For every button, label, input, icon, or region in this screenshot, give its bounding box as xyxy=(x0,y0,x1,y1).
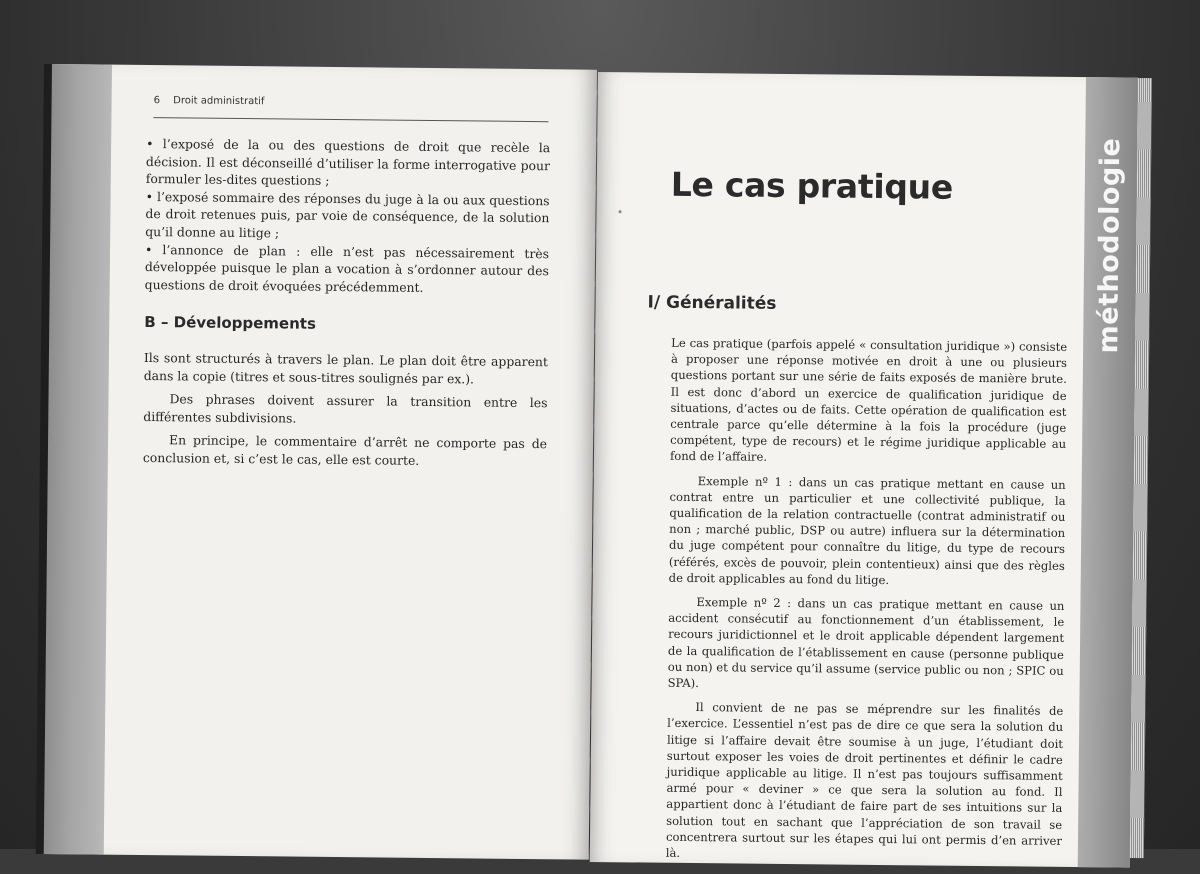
introduction-bullet-list xyxy=(145,135,551,298)
bullet-item: • l’annonce de plan : elle n’est pas nécessairement très développée puisque le plan a vocation à s’ordonner autour des questions de droit évoquées précédemment. xyxy=(144,241,550,295)
bullet-item: • l’exposé de la ou des questions de droit que recèle la décision. Il est déconseillé d’utiliser la forme interrogative pour formuler les-dites questions ; xyxy=(145,135,551,189)
chapter-title: Le cas pratique xyxy=(670,164,954,207)
thumb-tab-label: méthodologie xyxy=(1093,137,1127,354)
running-title: Droit administratif xyxy=(173,95,265,108)
body-paragraph: Le cas pratique (parfois appelé « consultation juridique ») consiste à proposer une réponse motivée en droit à une ou plusieurs questions portant sur une série de faits exposés de manière brute. Il est donc d’abord un exercice de qualification juridique de situations, d’actes ou de faits. Cette opération de qualification est centrale parce qu’elle détermine à la fois la procédure (juge compétent, type de recours) et le régime juridique applicable au fond de l’affaire. xyxy=(669,335,1068,465)
page-number: 6 xyxy=(153,95,161,107)
section-heading-generalites: I/ Généralités xyxy=(647,292,777,314)
right-page xyxy=(590,72,1138,868)
body-paragraph: Il convient de ne pas se méprendre sur les finalités de l’exercice. L’essentiel n’est pas de dire ce que sera la solution du litige si l’affaire devait être soumise à un juge, l’étudiant doit surtout exposer les voies de droit pertinentes et définir le cadre juridique applicable au litige. Il n’est pas toujours suffisamment armé pour « deviner » ce que sera la solution au fond. Il appartient donc à l’étudiant de faire part de ses intuitions sur la solution tout en sachant que l’appréciation de son travail se concentrera surtout sur les étapes qui lui ont permis d’en arriver là. xyxy=(665,700,1064,860)
example-paragraph: Exemple nº 1 : dans un cas pratique mettant en cause un contrat entre un particulier et une collectivité publique, la qualification de la relation contractuelle (contrat administratif ou non ; marché public, DSP ou autre) influera sur la détermination du juge compétent pour connaître du litige, du type de recours (référés, excès de pouvoir, plein contentieux) ainsi que des règles de droit applicables au fond du litige. xyxy=(668,473,1066,587)
section-heading-developpements: B – Développements xyxy=(144,312,317,333)
developpements-body xyxy=(143,349,548,477)
body-paragraph: Ils sont structurés à travers le plan. Le plan doit être apparent dans la copie (titres et sous-titres soulignés par ex.). xyxy=(143,349,548,387)
running-head xyxy=(153,95,548,122)
body-paragraph: Des phrases doivent assurer la transition entre les différentes subdivisions. xyxy=(143,391,548,426)
thumb-tab-strip xyxy=(1078,77,1138,868)
scan-speck xyxy=(619,210,622,213)
example-paragraph: Exemple nº 2 : dans un cas pratique mettant en cause un accident consécutif au fonctionnement d’un établissement, le recours juridictionnel et le droit applicable dépendent largement de la qualification de l’établissement en cause (personne publique ou non) et du service qu’il assume (service public ou non ; SPIC ou SPA). xyxy=(667,595,1065,691)
left-page-margin-strip xyxy=(44,64,112,855)
bullet-item: • l’exposé sommaire des réponses du juge à la ou aux questions de droit retenues puis, par voie de conséquence, de la solution qu’il donne au litige ; xyxy=(145,188,550,241)
left-page xyxy=(44,64,597,860)
body-paragraph: En principe, le commentaire d’arrêt ne comporte pas de conclusion et, si c’est le cas, elle est courte. xyxy=(142,432,548,468)
generalites-body xyxy=(666,335,1068,873)
